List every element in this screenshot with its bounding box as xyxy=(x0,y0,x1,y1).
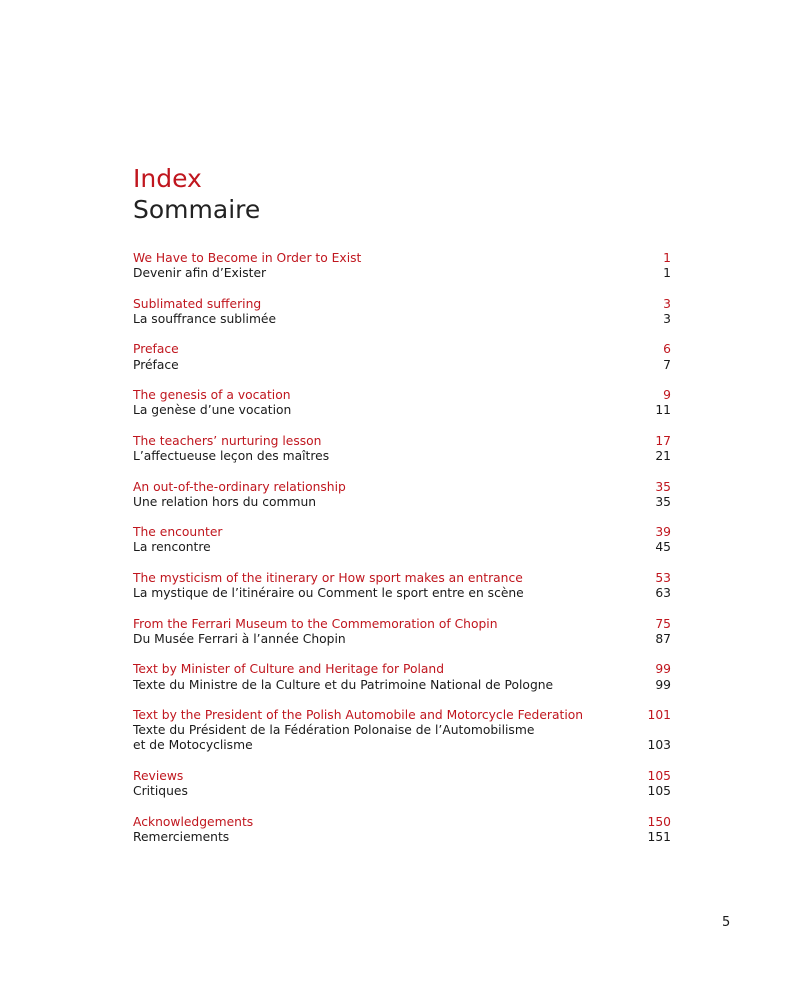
toc-entry-french-row[interactable] xyxy=(133,586,671,601)
toc-entry-french-title: Remerciements xyxy=(133,829,230,844)
toc-entry-english-page: 6 xyxy=(663,342,671,357)
toc-entry-french-title: Texte du Ministre de la Culture et du Patrimoine National de Pologne xyxy=(133,677,554,692)
toc-entry-english-title: The mysticism of the itinerary or How sport makes an entrance xyxy=(133,570,523,585)
toc-entry xyxy=(133,617,671,647)
toc-entry-french-page: 11 xyxy=(655,403,671,418)
toc-entry-french-row[interactable] xyxy=(133,403,671,418)
toc-entry-french-page: 3 xyxy=(663,311,671,326)
toc-entry-french-title: La rencontre xyxy=(133,540,211,555)
toc-entry-english-row[interactable] xyxy=(133,525,671,540)
toc-entry-english-page: 39 xyxy=(655,525,671,540)
toc-entry-french-page: 1 xyxy=(663,266,671,281)
toc-entry-french-page: 99 xyxy=(655,677,671,692)
toc-entry-english-page: 99 xyxy=(655,662,671,677)
page-title-french: Sommaire xyxy=(133,195,261,224)
toc-entry-english-row[interactable] xyxy=(133,480,671,495)
toc-entry-english-title: Acknowledgements xyxy=(133,814,254,829)
toc-entry-english-row[interactable] xyxy=(133,434,671,449)
toc-entry-french-row[interactable] xyxy=(133,784,671,799)
toc-entry-english-title: Reviews xyxy=(133,768,184,783)
toc-entry-french-row[interactable] xyxy=(133,449,671,464)
toc-entry xyxy=(133,571,671,601)
toc-entry-french-title: La genèse d’une vocation xyxy=(133,403,292,418)
toc-entry-french-page: 7 xyxy=(663,357,671,372)
toc-entry-french-page: 103 xyxy=(647,738,671,753)
toc-entry-french-title: Du Musée Ferrari à l’année Chopin xyxy=(133,631,346,646)
toc-entry-english-row[interactable] xyxy=(133,708,671,723)
toc-entry-french-title: La mystique de l’itinéraire ou Comment le sport entre en scène xyxy=(133,586,524,601)
toc-entry-english-title: Text by the President of the Polish Automobile and Motorcycle Federation xyxy=(133,708,584,723)
toc-entry-english-row[interactable] xyxy=(133,662,671,677)
toc-entry-french-page: 105 xyxy=(647,784,671,799)
toc-entry-english-page: 53 xyxy=(655,570,671,585)
toc-entry xyxy=(133,662,671,692)
toc-entry-french-title: Une relation hors du commun xyxy=(133,494,317,509)
toc-entry-english-row[interactable] xyxy=(133,571,671,586)
toc-entry-english-row[interactable] xyxy=(133,297,671,312)
page-number: 5 xyxy=(722,915,731,930)
toc-entry-english-title: The genesis of a vocation xyxy=(133,388,291,403)
toc-entry-english-page: 101 xyxy=(647,708,671,723)
toc-entry-english-title: We Have to Become in Order to Exist xyxy=(133,251,362,265)
toc-entry-english-page: 35 xyxy=(655,479,671,494)
toc-entry-english-page: 17 xyxy=(655,433,671,448)
toc-entry-english-page: 9 xyxy=(663,388,671,403)
toc-entry-french-page: 45 xyxy=(655,540,671,555)
toc-entry-french-page: 21 xyxy=(655,449,671,464)
toc-entry-french-page: 151 xyxy=(647,829,671,844)
toc-entry-english-title: Preface xyxy=(133,342,179,357)
toc-entry-french-title: Texte du Président de la Fédération Polonaise de l’Automobilisme xyxy=(133,723,535,738)
toc-entry-french-row[interactable] xyxy=(133,678,671,693)
page-title-english: Index xyxy=(133,164,202,193)
toc-entry-english-page: 75 xyxy=(655,616,671,631)
toc-entry xyxy=(133,297,671,327)
toc-entry xyxy=(133,815,671,845)
toc-entry-english-title: Text by Minister of Culture and Heritage for Poland xyxy=(133,662,445,677)
toc-entry-english-page: 1 xyxy=(663,251,671,265)
toc-entry-french-page: 63 xyxy=(655,586,671,601)
toc-entry-french-page: 35 xyxy=(655,494,671,509)
toc-entry-french-title: et de Motocyclisme xyxy=(133,738,253,753)
toc-entry-english-page: 150 xyxy=(647,814,671,829)
toc-entry-french-title: Préface xyxy=(133,357,179,372)
toc-entry-french-title: La souffrance sublimée xyxy=(133,311,277,326)
toc-entry-french-row[interactable] xyxy=(133,738,671,753)
toc-entry-english-row[interactable] xyxy=(133,815,671,830)
toc-entry-french-row[interactable] xyxy=(133,830,671,845)
toc-entry-french-row[interactable] xyxy=(133,358,671,373)
toc-entry-french-row[interactable] xyxy=(133,495,671,510)
toc-entry-english-row[interactable] xyxy=(133,769,671,784)
toc-entry xyxy=(133,708,671,754)
toc-entry-english-page: 105 xyxy=(647,768,671,783)
toc-entry xyxy=(133,769,671,799)
toc-entry-english-page: 3 xyxy=(663,296,671,311)
toc-entry xyxy=(133,434,671,464)
toc-entry-french-row[interactable] xyxy=(133,632,671,647)
toc-entry-french-title: L’affectueuse leçon des maîtres xyxy=(133,449,330,464)
toc-entry-english-row[interactable] xyxy=(133,251,671,266)
toc-entry-french-row[interactable] xyxy=(133,723,671,738)
toc-entry-english-title: The encounter xyxy=(133,525,223,540)
toc-entry-french-title: Devenir afin d’Exister xyxy=(133,266,267,281)
title-block xyxy=(133,163,260,225)
toc-entry xyxy=(133,525,671,555)
toc-entry xyxy=(133,342,671,372)
toc-entry xyxy=(133,388,671,418)
toc-entry-english-title: Sublimated suffering xyxy=(133,296,262,311)
toc-entry-english-title: From the Ferrari Museum to the Commemoration of Chopin xyxy=(133,616,498,631)
toc-entry-french-row[interactable] xyxy=(133,266,671,281)
table-of-contents xyxy=(133,251,671,860)
toc-entry xyxy=(133,251,671,281)
toc-entry-french-title: Critiques xyxy=(133,784,188,799)
toc-entry-french-row[interactable] xyxy=(133,312,671,327)
toc-entry-english-row[interactable] xyxy=(133,342,671,357)
toc-entry-english-row[interactable] xyxy=(133,388,671,403)
toc-entry xyxy=(133,480,671,510)
toc-entry-english-row[interactable] xyxy=(133,617,671,632)
toc-entry-english-title: An out-of-the-ordinary relationship xyxy=(133,479,346,494)
toc-entry-french-page: 87 xyxy=(655,631,671,646)
toc-entry-english-title: The teachers’ nurturing lesson xyxy=(133,433,322,448)
toc-entry-french-row[interactable] xyxy=(133,540,671,555)
